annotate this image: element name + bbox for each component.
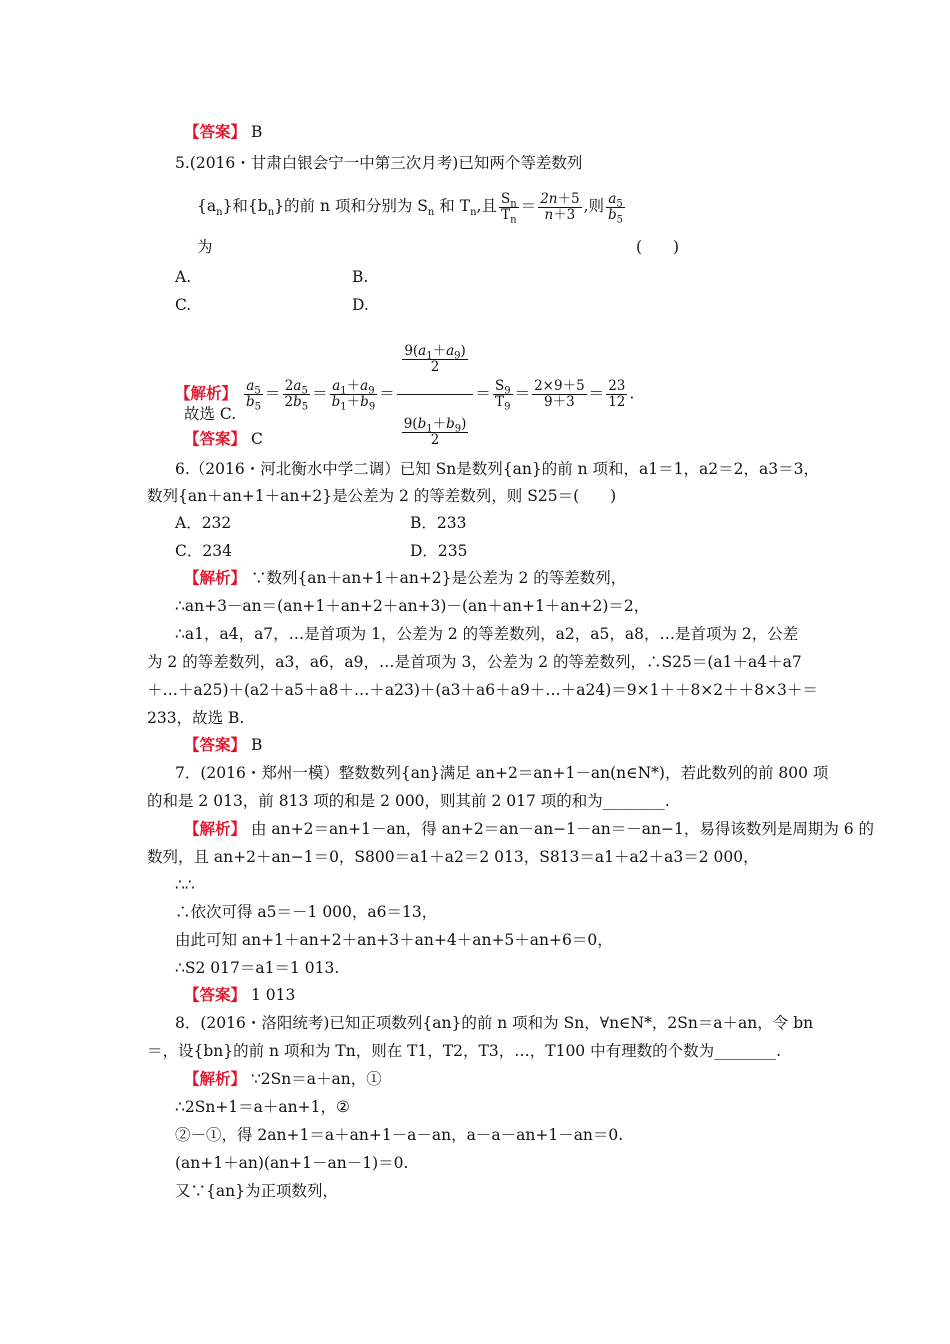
q8-analysis-line2: ∴2Sn+1＝a＋an+1，② — [175, 1098, 350, 1116]
analysis-tag: 【解析】 — [175, 384, 238, 403]
q7-analysis-line2: 数列，且 an+2＋an−1＝0，S800＝a1＋a2＝2 013，S813＝a1＋a2＋a3＝2 000， — [147, 848, 759, 866]
q5-conclusion: 故选 C. — [184, 405, 237, 423]
q5-analysis-formula: 【解析】 $\frac{a_5}{b_5}$ ＝ $\frac{2a_5}{2b_5}$ ＝ $\frac{a_1+a_9}{b_1+b_9}$ ＝ $\frac{\frac{9(a_1+a_9)}{2}}{\frac{9(b_1+b_9)}{2}}$ ＝ $\frac{S_9}{T_9}$ ＝ $\frac{2\times 9+5}{9+3}$ ＝ $\frac{23}{12}$ . — [175, 322, 634, 467]
frac-a5-b5: $\frac{a_5}{b_5}$ — [245, 378, 261, 413]
q7-analysis-line6: ∴S2 017＝a1＝1 013. — [175, 959, 340, 977]
frac-a1a9-b1b9: $\frac{a_1+a_9}{b_1+b_9}$ — [331, 378, 376, 413]
seq-b: }和{b — [222, 197, 268, 215]
analysis-tag: 【解析】 — [184, 569, 247, 587]
fraction-given: $\frac{2n+5}{n+3}$ — [540, 190, 580, 223]
then-text: ,则 — [583, 197, 605, 215]
q8-stem-line2: ＝，设{bn}的前 n 项和为 Tn，则在 T1，T2，T3，…，T100 中有理数的个数为________. — [147, 1042, 782, 1060]
answer-value: B — [250, 123, 263, 141]
q6-option-d: D．235 — [410, 542, 468, 560]
q8-stem-line1: 8．(2016・洛阳统考)已知正项数列{an}的前 n 项和为 Sn，∀n∈N*，2Sn＝a＋an，令 bn — [175, 1014, 814, 1032]
sums-text: }的前 n 项和分别为 S — [274, 197, 428, 215]
q6-analysis-line4: 为 2 的等差数列，a3，a6，a9，…是首项为 3，公差为 2 的等差数列，∴S25＝(a1＋a4＋a7 — [147, 653, 802, 671]
q8-analysis-line4: (an+1＋an)(an+1－an－1)＝0. — [175, 1154, 409, 1172]
q8-analysis-line5: 又∵{an}为正项数列， — [175, 1182, 338, 1200]
q6-option-c: C．234 — [175, 542, 232, 560]
analysis-tag: 【解析】 — [184, 1070, 247, 1088]
q7-stem-line2: 的和是 2 013，前 813 项的和是 2 000，则其前 2 017 项的和为________. — [147, 792, 670, 810]
q6-stem-line1: 6.（2016・河北衡水中学二调）已知 Sn是数列{an}的前 n 项和，a1＝1，a2＝2，a3＝3， — [175, 460, 819, 478]
fraction-sn-tn: $\frac{S_n}{T_n}$ — [500, 190, 517, 226]
analysis-tag: 【解析】 — [184, 820, 247, 838]
q8-analysis-line3: ②－①，得 2an+1＝a＋an+1－a－an，a－a－an+1－an＝0. — [175, 1126, 624, 1144]
frac-value: $\frac{2\times 9+5}{9+3}$ — [534, 378, 585, 410]
q6-analysis-line1 — [184, 567, 626, 589]
seq-a-open: {a — [197, 197, 217, 215]
and-t: 和 T — [434, 197, 471, 215]
q6-option-a: A．232 — [175, 514, 232, 532]
and-text: ,且 — [476, 197, 497, 215]
answer-value: 1 013 — [250, 986, 296, 1004]
q4-answer-line — [184, 121, 262, 143]
frac-s9-t9: $\frac{S_9}{T_9}$ — [494, 378, 511, 413]
q5-stem-line3: 为 — [197, 238, 213, 256]
q5-stem-line2: $\{a_n\}$和$\{b_n\}$的前 n 项和分别为 $S_n$ 和 $T_n$,且 $\frac{S_n}{T_n}$ ＝ $\frac{2n+5}{n+3}$ ,则 $\frac{a_5}{b_5}$ — [197, 190, 624, 226]
q5-option-d: D. — [352, 296, 369, 314]
q6-stem-line2: 数列{an＋an+1＋an+2}是公差为 2 的等差数列，则 S25＝( ) — [147, 487, 617, 505]
q5-stem-line1: 5.(2016・甘肃白银会宁一中第三次月考)已知两个等差数列 — [175, 154, 583, 172]
fraction-a5-b5: $\frac{a_5}{b_5}$ — [608, 190, 624, 226]
q5-option-c: C. — [175, 296, 192, 314]
answer-tag: 【答案】 — [184, 123, 247, 141]
analysis-text: ∵数列{an＋an+1＋an+2}是公差为 2 的等差数列， — [246, 569, 627, 587]
frac-nested: $\frac{\frac{9(a_1+a_9)}{2}}{\frac{9(b_1+b_9)}{2}}$ — [397, 322, 474, 467]
q6-option-b: B．233 — [410, 514, 467, 532]
analysis-text: 由 an+2＝an+1－an，得 an+2＝an－an−1－an＝－an−1，易得该数列是周期为 6 的 — [246, 820, 875, 838]
q5-option-b: B. — [352, 268, 369, 286]
answer-tag: 【答案】 — [184, 986, 247, 1004]
q5-paren: ( ) — [636, 238, 680, 256]
q6-analysis-line6: 233，故选 B. — [147, 709, 245, 727]
frac-result: $\frac{23}{12}$ — [608, 378, 626, 410]
q7-analysis-line4: ∴依次可得 a5＝－1 000，a6＝13， — [175, 903, 438, 921]
q6-analysis-line2: ∴an+3－an＝(an+1＋an+2＋an+3)－(an＋an+1＋an+2)＝2， — [175, 597, 650, 615]
q6-analysis-line3: ∴a1，a4，a7，…是首项为 1，公差为 2 的等差数列，a2，a5，a8，…是首项为 2，公差 — [175, 625, 799, 643]
answer-tag: 【答案】 — [184, 430, 247, 448]
q7-analysis-line3: ∴∴ — [175, 876, 195, 894]
q7-stem-line1: 7．(2016・郑州一模）整数数列{an}满足 an+2＝an+1－an(n∈N*)，若此数列的前 800 项 — [175, 764, 829, 782]
answer-tag: 【答案】 — [184, 736, 247, 754]
q5-answer-line — [184, 428, 263, 450]
q6-answer-line — [184, 734, 262, 756]
q8-analysis-line1 — [184, 1068, 382, 1090]
q5-option-a: A. — [175, 268, 192, 286]
q6-analysis-line5: ＋…＋a25)＋(a2＋a5＋a8＋…＋a23)＋(a3＋a6＋a9＋…＋a24)＝9×1＋＋8×2＋＋8×3＋＝ — [147, 681, 818, 699]
frac-2a5-2b5: $\frac{2a_5}{2b_5}$ — [284, 378, 309, 413]
q7-answer-line — [184, 984, 295, 1006]
q7-analysis-line1 — [184, 818, 874, 840]
analysis-text: ∵2Sn＝a＋an，① — [246, 1070, 382, 1088]
answer-value: B — [250, 736, 263, 754]
q7-analysis-line5: 由此可知 an+1＋an+2＋an+3＋an+4＋an+5＋an+6＝0， — [175, 931, 613, 949]
answer-value: C — [250, 430, 263, 448]
